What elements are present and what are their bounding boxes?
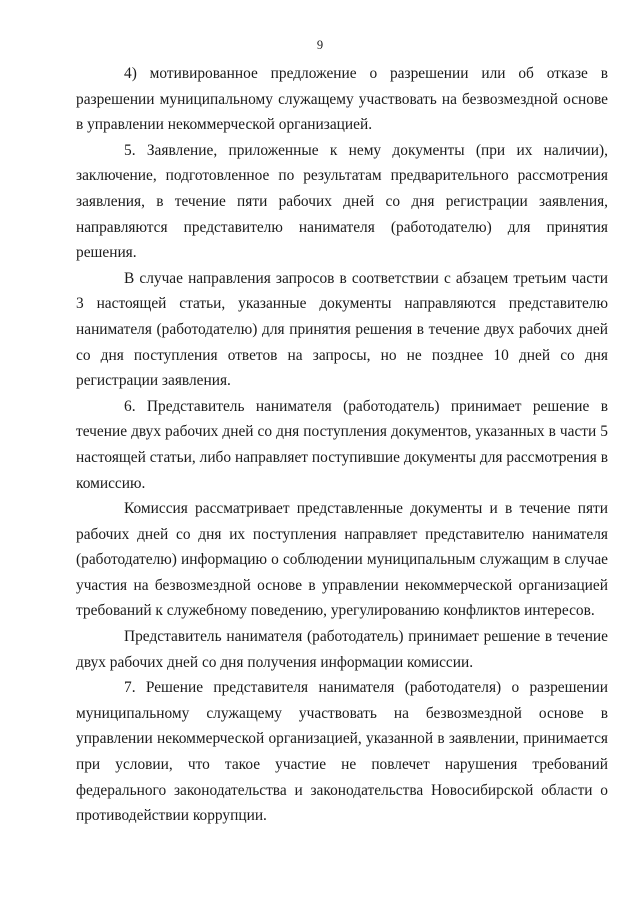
paragraph-item-7: 7. Решение представителя нанимателя (работодателя) о разрешении муниципальному служащему участвовать на безвозмездной основе в управлении некоммерческой организацией, указанной в заявлении, принимается при условии, что такое участие не повлечет нарушения требований федерального законодательства и законодательства Новосибирской области о противодействии коррупции. <box>76 679 608 825</box>
paragraph-requests-case: В случае направления запросов в соответствии с абзацем третьим части 3 настоящей статьи, указанные документы направляются представителю нанимателя (работодателю) для принятия решения в течение двух рабочих дней со дня поступления ответов на запросы, но не позднее 10 дней со дня регистрации заявления. <box>76 269 608 390</box>
paragraph-employer-decision: Представитель нанимателя (работодатель) принимает решение в течение двух рабочих дней со дня получения информации комиссии. <box>76 628 608 671</box>
page-number: 9 <box>316 38 324 52</box>
paragraph-item-5: 5. Заявление, приложенные к нему документы (при их наличии), заключение, подготовленное по результатам предварительного рассмотрения заявления, в течение пяти рабочих дней со дня регистрации заявления, направляются представителю нанимателя (работодателю) для принятия решения. <box>76 141 608 262</box>
document-body <box>76 61 608 829</box>
paragraph-item-6: 6. Представитель нанимателя (работодатель) принимает решение в течение двух рабочих дней со дня поступления документов, указанных в части 5 настоящей статьи, либо направляет поступившие документы для рассмотрения в комиссию. <box>76 397 608 492</box>
paragraph-commission-review: Комиссия рассматривает представленные документы и в течение пяти рабочих дней со дня их поступления направляет представителю нанимателя (работодателю) информацию о соблюдении муниципальным служащим в случае участия на безвозмездной основе в управлении некоммерческой организацией требований к служебному поведению, урегулированию конфликтов интересов. <box>76 500 608 620</box>
paragraph-item-4: 4) мотивированное предложение о разрешении или об отказе в разрешении муниципальному служащему участвовать на безвозмездной основе в управлении некоммерческой организацией. <box>76 65 608 134</box>
